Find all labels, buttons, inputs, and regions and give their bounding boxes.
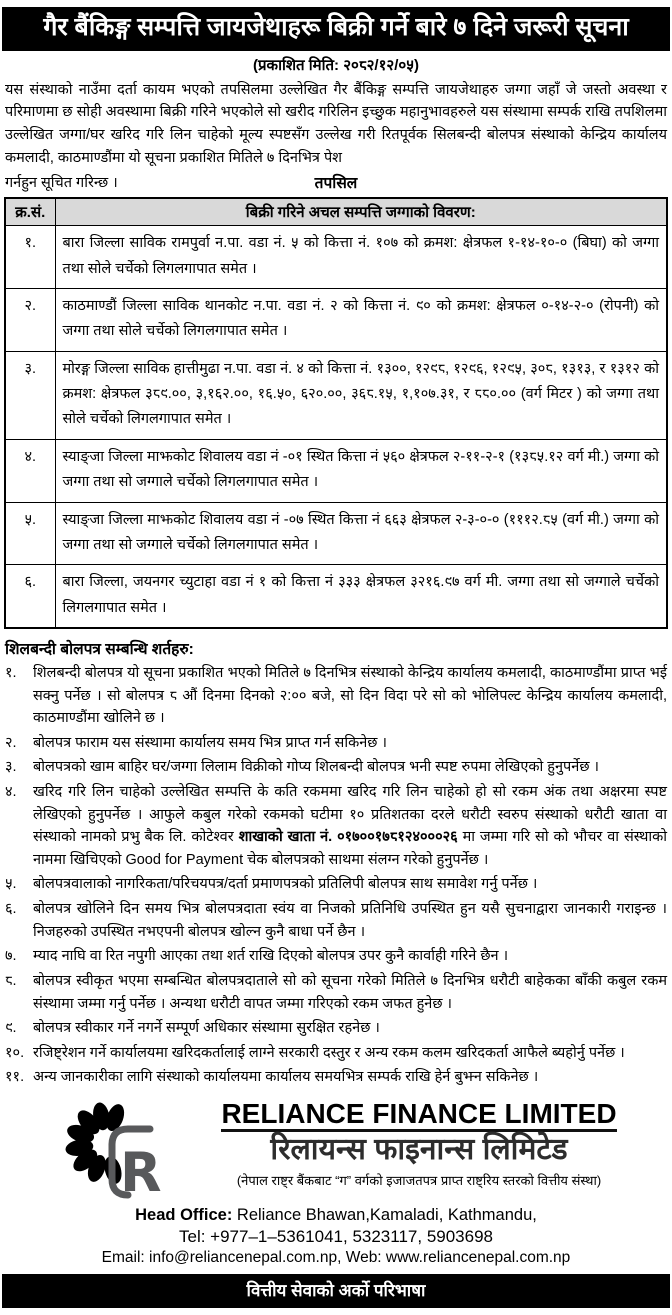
property-table — [4, 197, 668, 629]
brand-text-block — [174, 1097, 664, 1189]
footer — [0, 1097, 672, 1308]
condition-text-part: मा जम्मा गरि सो को भौचर वा संस्थाको नाममा खिचिएको Good for Payment चेक बोलपत्रको साथमा संलग्न गरेको हुनुपर्नेछ । — [33, 829, 668, 868]
condition-item — [5, 945, 667, 968]
condition-item — [5, 1042, 667, 1065]
condition-text: म्याद नाघि वा रित नपुगी आएका तथा शर्त राखि दिएको बोलपत्र उपर कुनै कार्वाही गरिने छैन । — [33, 948, 509, 965]
condition-text: शिलबन्दी बोलपत्र यो सूचना प्रकाशित भएको मितिले ७ दिनभित्र संस्थाको केन्द्रिय कार्यालय कमलादी, काठमाण्डौंमा प्राप्त भई सक्नु पर्नेछ । सो बोलपत्र ८ औं दिनमा दिनको २:०० बजे, सो दिन विदा परे सो को भोलिपल्ट केन्द्रिय कार्यालय कमलादी, काठमाण्डौंमा खोलिने छ । — [33, 665, 667, 727]
row-description: बारा जिल्ला साविक रामपुर्वा न.पा. वडा नं. ५ को कित्ता नं. १०७ को क्रमश: क्षेत्रफल १-१४-१०-० (बिघा) को जग्गा तथा सोले चर्चेको लिगलगापात समेत । — [55, 226, 667, 289]
condition-item — [5, 732, 667, 755]
condition-text: बोलपत्र फाराम यस संस्थामा कार्यालय समय भित्र प्राप्त गर्न सकिनेछ । — [33, 734, 387, 751]
account-number-bold: शाखाको खाता नं. ०१७००१७८१२४०००२६ — [238, 829, 458, 846]
condition-text: रजिष्ट्रेशन गर्ने कार्यालयमा खरिदकर्तालाई लाग्ने सरकारी दस्तुर र अन्य रकम कलम खरिदकर्ता आफैले ब्यहोर्नु पर्नेछ । — [33, 1044, 625, 1061]
head-office-label: Head Office: — [135, 1205, 233, 1224]
brand-row — [0, 1097, 672, 1204]
condition-number: ९. — [5, 1020, 17, 1037]
condition-number: ४. — [5, 784, 17, 801]
conditions-heading: शिलबन्दी बोलपत्र सम्बन्धि शर्तहरु: — [5, 641, 194, 658]
condition-number: १०. — [5, 1044, 25, 1061]
condition-number: ३. — [5, 759, 17, 776]
telephone-line: Tel: +977–1–5361041, 5323117, 5903698 — [178, 1226, 493, 1246]
table-row — [5, 351, 667, 439]
email-web-line: Email: info@reliancenepal.com.np, Web: www.reliancenepal.com.np — [101, 1248, 571, 1266]
condition-item — [5, 1017, 667, 1040]
company-name-nepali: रिलायन्स फाइनान्स लिमिटेड — [270, 1133, 568, 1167]
table-row — [5, 502, 667, 565]
condition-text: बोलपत्रको खाम बाहिर घर/जग्गा लिलाम विक्रीको गोप्य शिलबन्दी बोलपत्र भनी स्पष्ट रुपमा लेखिएको हुनुपर्नेछ । — [33, 759, 600, 776]
intro-text: यस संस्थाको नाउँमा दर्ता कायम भएको तपसिलमा उल्लेखित गैर बैंकिङ्ग सम्पत्ति जायजेथाहरु जग्गा जहाँ जे जस्तो अवस्था र परिमाणमा छ सोही अवस्थामा बिक्री गरिने भएकोले सो खरीद गरिलिन इच्छुक महानुभावहरुले यस संस्थामा सम्पर्क राखि तपशिलमा उल्लेखित जग्गा/घर खरिद गरि लिन चाहेको मूल्य स्पष्टसँग उल्लेख गरी रितपूर्वक सिलबन्दी बोलपत्र संस्थाको केन्द्रिय कार्यालय कमलादी, काठमाण्डौंमा यो सूचना प्रकाशित मितिले ७ दिनभित्र पेश — [5, 81, 667, 167]
condition-item — [5, 898, 667, 943]
row-number: २. — [5, 288, 55, 351]
table-header-description: बिक्री गरिने अचल सम्पत्ति जग्गाको विवरण: — [55, 198, 667, 226]
intro-tail-text: गर्नहुन सूचित गरिन्छ । — [5, 175, 118, 192]
table-row — [5, 226, 667, 289]
notice-title: गैर बैंकिङ्ग सम्पत्ति जायजेथाहरू बिक्री गर्ने बारे ७ दिने जरूरी सूचना — [43, 13, 629, 41]
intro-last-line-row — [5, 170, 667, 194]
flower-r-icon — [62, 1097, 172, 1199]
table-row — [5, 288, 667, 351]
condition-number: ६. — [5, 901, 17, 918]
notice-title-bar — [2, 7, 670, 51]
condition-number: २. — [5, 734, 17, 751]
company-name-english: RELIANCE FINANCE LIMITED — [221, 1099, 616, 1132]
row-number: ४. — [5, 439, 55, 502]
row-description: मोरङ्ग जिल्ला साविक हात्तीमुढा न.पा. वडा नं. ४ को कित्ता नं. १३००, १२९८, १२९६, १२९५, ३०८, १३१३, र १३१२ को क्रमश: क्षेत्रफल ३८९.००, ३,१६२.००, १६.५०, ६२०.००, ३६८.१५, १,१०७.३१, र ८८०.०० (वर्ग मिटर ) को जग्गा तथा सोले चर्चेको लिगलगापात समेत । — [55, 351, 667, 439]
row-description: बारा जिल्ला, जयनगर च्युटाहा वडा नं १ को कित्ता नं ३३३ क्षेत्रफल ३२१६.९७ वर्ग मी. जग्गा तथा सो जग्गाले चर्चेको लिगलगापात समेत । — [55, 565, 667, 628]
row-description: काठमाण्डौं जिल्ला साविक थानकोट न.पा. वडा नं. २ को कित्ता नं. ९० को क्रमश: क्षेत्रफल ०-१४-२-० (रोपनी) को जग्गा तथा सोले चर्चेको लिगलगापात समेत । — [55, 288, 667, 351]
published-date: (प्रकाशित मिति: २०८२/१२/०५) — [253, 56, 419, 74]
condition-text — [33, 781, 667, 871]
condition-number: ५. — [5, 876, 17, 893]
reliance-logo — [62, 1097, 174, 1204]
table-row — [5, 565, 667, 628]
head-office-line — [0, 1206, 672, 1225]
slogan-text: वित्तीय सेवाको अर्को परिभाषा — [246, 1280, 426, 1300]
license-note: (नेपाल राष्ट्र बैंकबाट “ग” वर्गको इजाजतपत्र प्राप्त राष्ट्रिय स्तरको वित्तीय संस्था) — [236, 1172, 602, 1188]
slogan-bar — [2, 1274, 670, 1308]
condition-item — [5, 970, 667, 1015]
svg-text:R: R — [120, 1140, 162, 1199]
condition-text: बोलपत्र स्वीकार गर्ने नगर्ने सम्पूर्ण अधिकार संस्थामा सुरक्षित रहनेछ । — [33, 1020, 380, 1037]
row-description: स्याङ्जा जिल्ला माझकोट शिवालय वडा नं -०१ स्थित कित्ता नं ५६० क्षेत्रफल २-११-२-१ (१३८५.१२ वर्ग मी.) जग्गा को जग्गा तथा सो जग्गाले चर्चेको लिगलगापात समेत । — [55, 439, 667, 502]
condition-text: बोलपत्र स्वीकृत भएमा सम्बन्धित बोलपत्रदाताले सो को सूचना गरेको मितिले ७ दिनभित्र धरौटी बाहेकका बाँकी कबुल रकम संस्थामा जम्मा गर्नु पर्नेछ । अन्यथा धरौटी वापत जम्मा गरिएको रकम जफत हुनेछ । — [33, 972, 667, 1012]
condition-number: १. — [5, 665, 17, 681]
condition-number: ७. — [5, 948, 17, 965]
condition-item — [5, 781, 667, 871]
table-header-sn: क्र.सं. — [5, 198, 55, 226]
condition-text: बोलपत्रवालाको नागरिकता/परिचयपत्र/दर्ता प्रमाणपत्रको प्रतिलिपी बोलपत्र साथ समावेश गर्नु पर्नेछ । — [33, 876, 538, 893]
condition-item — [5, 1066, 667, 1089]
row-number: १. — [5, 226, 55, 289]
condition-item — [5, 756, 667, 779]
gray-r-monogram — [112, 1129, 162, 1199]
condition-number: ८. — [5, 972, 17, 989]
head-office-value: Reliance Bhawan,Kamaladi, Kathmandu, — [232, 1205, 537, 1224]
intro-paragraph — [5, 79, 667, 171]
row-description: स्याङ्जा जिल्ला माझकोट शिवालय वडा नं -०७ स्थित कित्ता नं ६६३ क्षेत्रफल २-३-०-० (१११२.८५ (वर्ग मी.) जग्गा को जग्गा तथा सो जग्गाले चर्चेको लिगलगापात समेत । — [55, 502, 667, 565]
contact-block — [0, 1206, 672, 1267]
flower-petals — [64, 1101, 127, 1185]
row-number: ३. — [5, 351, 55, 439]
condition-item — [5, 873, 667, 896]
condition-text: अन्य जानकारीका लागि संस्थाको कार्यालयमा कार्यालय समयभित्र सम्पर्क राखि हेर्न बुझ्न सकिनेछ । — [33, 1069, 539, 1086]
row-number: ६. — [5, 565, 55, 628]
condition-item — [5, 662, 667, 730]
table-header-row — [5, 198, 667, 226]
condition-number: ११. — [5, 1069, 25, 1086]
row-number: ५. — [5, 502, 55, 565]
condition-text: बोलपत्र खोलिने दिन समय भित्र बोलपत्रदाता स्वंय वा निजको प्रतिनिधि उपस्थित हुन यसै सुचनाद्वारा जानकारी गराइन्छ । निजहरुको उपस्थित नभएपनी बोलपत्र खोल्न कुनै बाधा पर्ने छैन । — [33, 901, 667, 940]
table-row — [5, 439, 667, 502]
condition-text-part: खरिद गरि लिन चाहेको उल्लेखित सम्पत्ति के कति रकममा खरिद गरि लिन चाहेको हो सो रकम अंक तथा अक्षरमा स्पष्ट लेखिएको हुनुपर्नेछ । आफुले कबुल गरेको रकमको घटीमा १० प्रतिशतका दरले धरौटी स्वरुप संस्थाको धरौटी खाता वा संस्थाको नामको प्रभु बैक लि. कोटेश्वर — [33, 784, 667, 846]
tapasil-heading: तपसिल — [314, 175, 358, 193]
conditions-section — [5, 637, 667, 1089]
